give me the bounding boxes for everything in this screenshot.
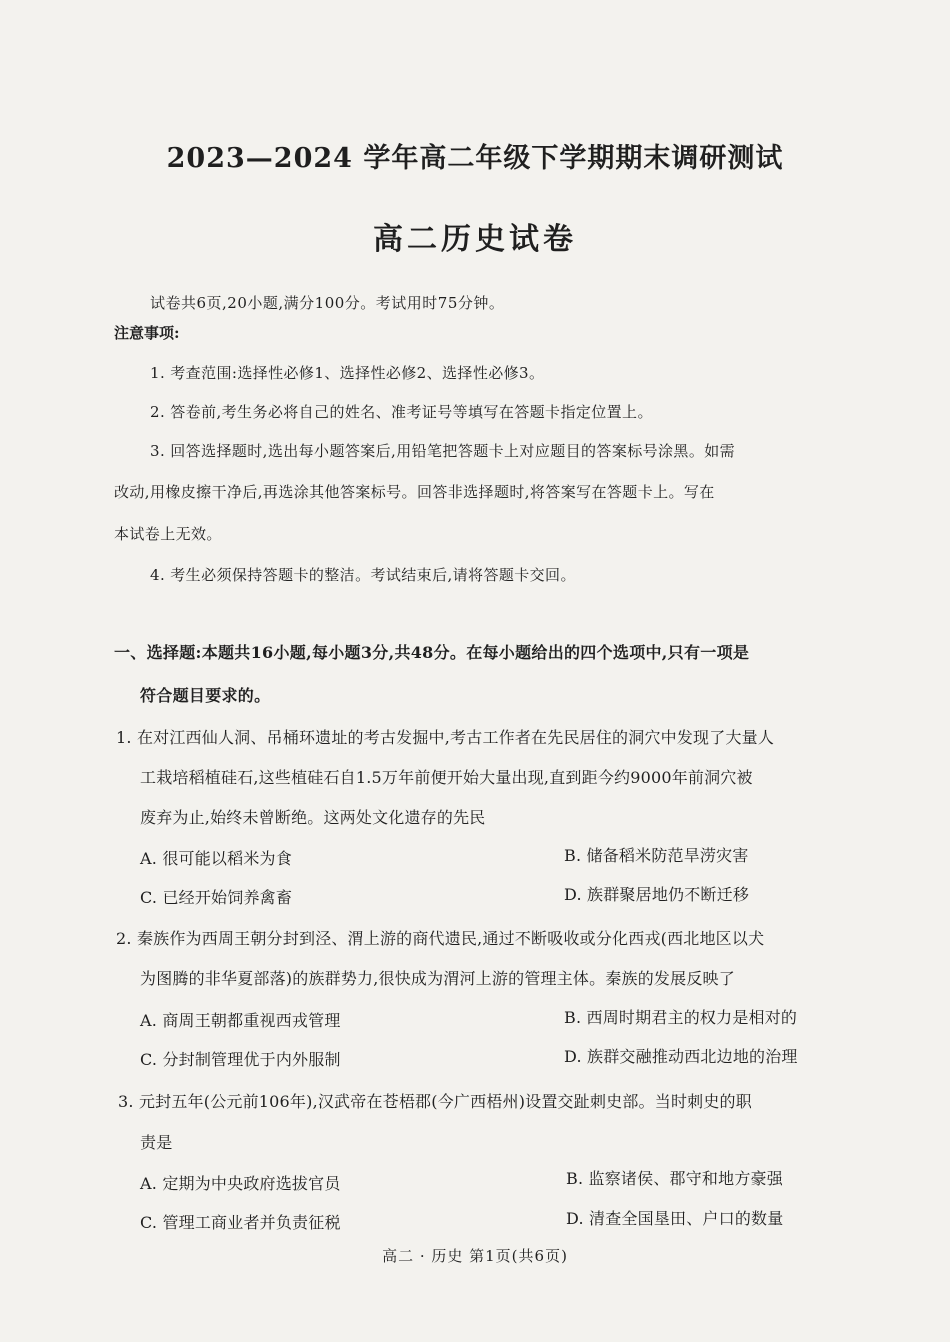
notice-item-3-cont: 改动,用橡皮擦干净后,再选涂其他答案标号。回答非选择题时,将答案写在答题卡上。写在 (114, 483, 715, 501)
question-1-line-2: 工栽培稻植硅石,这些植硅石自1.5万年前便开始大量出现,直到距今约9000年前洞穴被 (140, 768, 753, 787)
question-3-option-c: C. 管理工商业者并负责征税 (140, 1213, 341, 1232)
question-2-option-b: B. 西周时期君主的权力是相对的 (564, 1008, 798, 1027)
notice-item-4: 4. 考生必须保持答题卡的整洁。考试结束后,请将答题卡交回。 (150, 566, 576, 584)
question-2-line-2: 为图腾的非华夏部落)的族群势力,很快成为渭河上游的管理主体。秦族的发展反映了 (140, 969, 735, 988)
question-2-line-1: 2. 秦族作为西周王朝分封到泾、渭上游的商代遗民,通过不断吸收或分化西戎(西北地区以犬 (116, 929, 765, 948)
section-heading-cont: 符合题目要求的。 (140, 686, 271, 705)
page-footer: 高二 · 历史 第1页(共6页) (382, 1247, 568, 1265)
question-3-option-d: D. 清查全国垦田、户口的数量 (566, 1209, 784, 1228)
question-1-option-c: C. 已经开始饲养禽畜 (140, 888, 293, 907)
question-3-line-2: 责是 (140, 1133, 173, 1152)
section-heading: 一、选择题:本题共16小题,每小题3分,共48分。在每小题给出的四个选项中,只有一项是 (114, 643, 750, 662)
question-1-option-d: D. 族群聚居地仍不断迁移 (564, 885, 750, 904)
question-2-option-d: D. 族群交融推动西北边地的治理 (564, 1047, 798, 1066)
question-3-line-1: 3. 元封五年(公元前106年),汉武帝在苍梧郡(今广西梧州)设置交趾刺史部。当时刺史的职 (118, 1092, 752, 1111)
exam-intro: 试卷共6页,20小题,满分100分。考试用时75分钟。 (150, 294, 505, 312)
notice-item-3: 3. 回答选择题时,选出每小题答案后,用铅笔把答题卡上对应题目的答案标号涂黑。如需 (150, 442, 736, 460)
question-1-option-b: B. 储备稻米防范旱涝灾害 (564, 846, 749, 865)
question-2-option-c: C. 分封制管理优于内外服制 (140, 1050, 341, 1069)
question-1-line-3: 废弃为止,始终未曾断绝。这两处文化遗存的先民 (140, 808, 486, 827)
notice-item-1: 1. 考查范围:选择性必修1、选择性必修2、选择性必修3。 (150, 364, 545, 382)
question-2-option-a: A. 商周王朝都重视西戎管理 (140, 1011, 341, 1030)
notice-item-2: 2. 答卷前,考生务必将自己的姓名、准考证号等填写在答题卡指定位置上。 (150, 403, 653, 421)
question-3-option-b: B. 监察诸侯、郡守和地方豪强 (566, 1169, 783, 1188)
question-1-option-a: A. 很可能以稻米为食 (140, 849, 292, 868)
notice-item-3-end: 本试卷上无效。 (114, 525, 222, 543)
question-3-option-a: A. 定期为中央政府选拔官员 (140, 1174, 341, 1193)
notice-heading: 注意事项: (114, 324, 180, 342)
exam-title: 2023—2024 学年高二年级下学期期末调研测试 (166, 143, 784, 174)
paper-title: 高二历史试卷 (373, 222, 577, 257)
question-1-line-1: 1. 在对江西仙人洞、吊桶环遗址的考古发掘中,考古工作者在先民居住的洞穴中发现了大量人 (116, 728, 775, 747)
